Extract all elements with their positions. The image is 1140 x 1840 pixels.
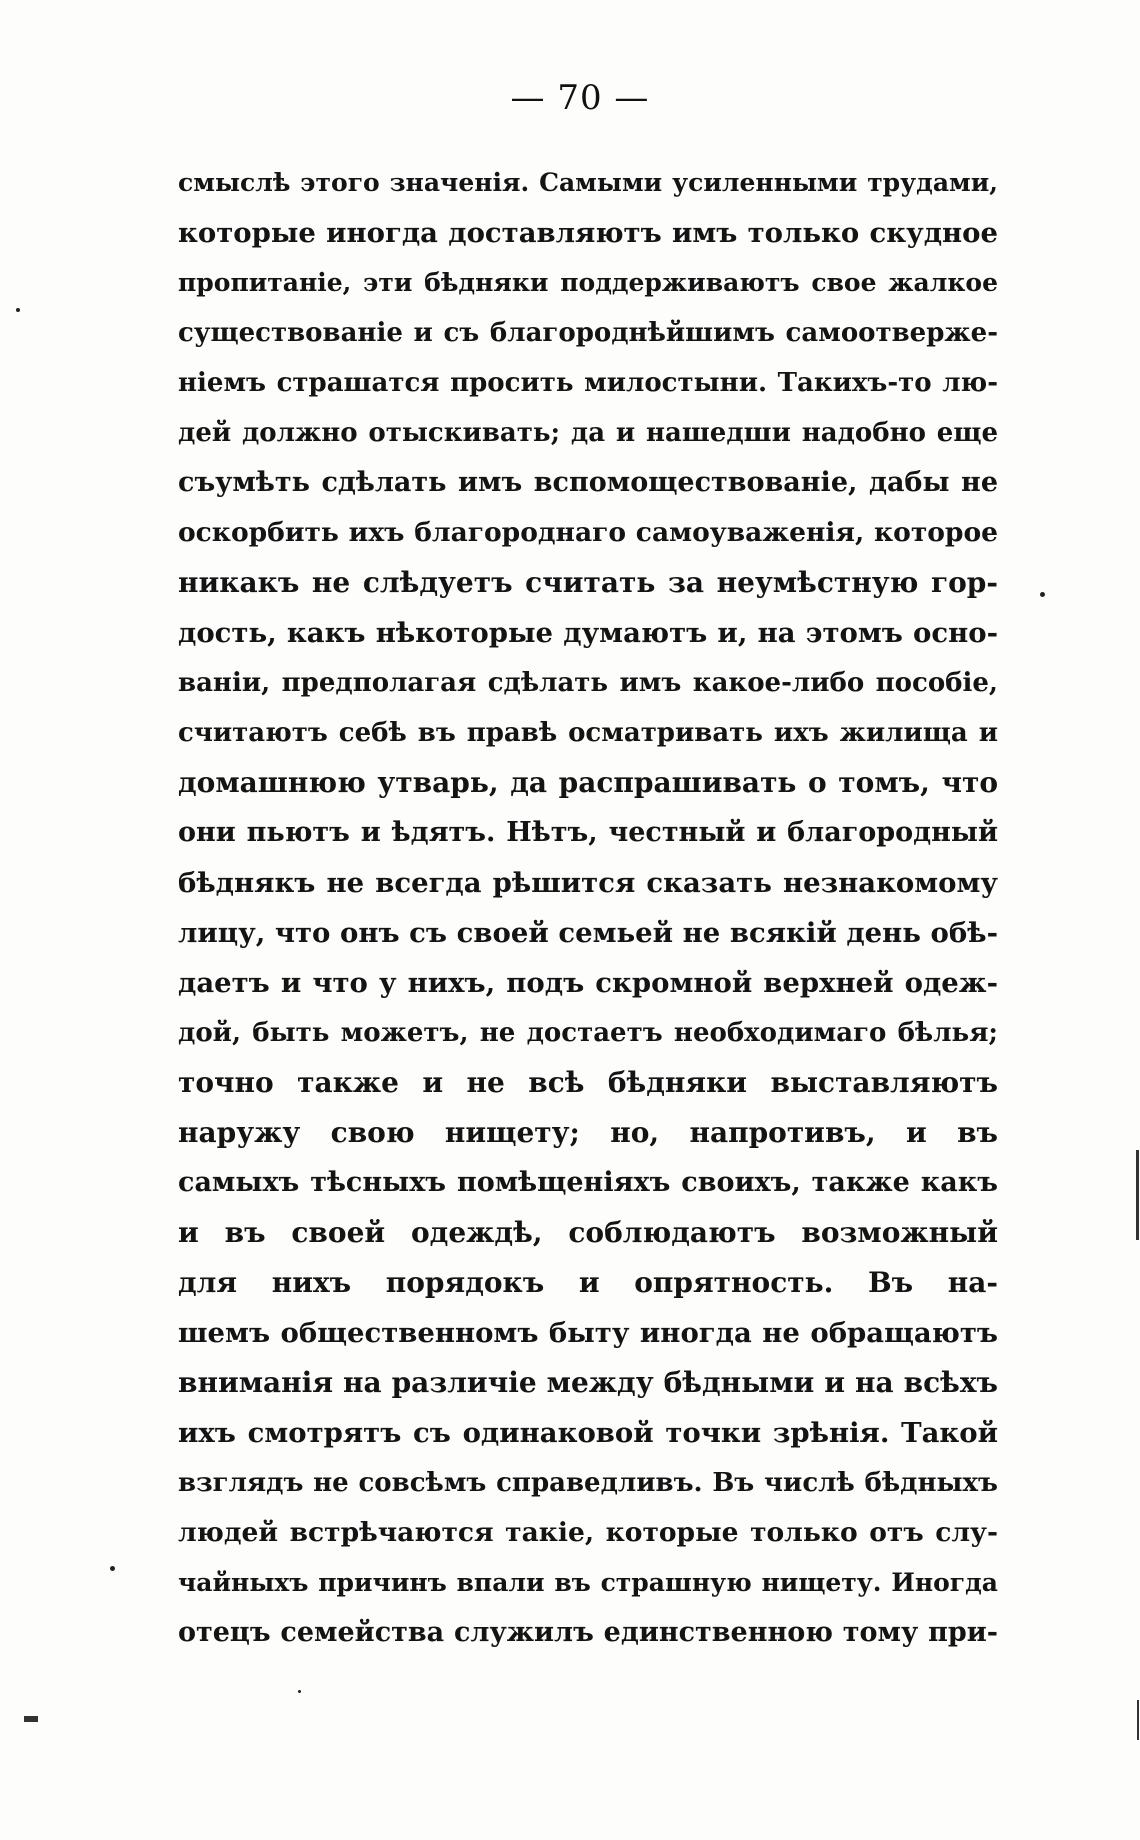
text-line: бѣднякъ не всегда рѣшится сказать незнакомому xyxy=(178,867,998,899)
text-line: смыслѣ этого значенія. Самыми усиленными трудами, xyxy=(178,168,998,197)
text-line: дой, быть можетъ, не достаетъ необходимаго бѣлья; xyxy=(178,1018,998,1048)
text-line: взглядъ не совсѣмъ справедливъ. Въ числѣ бѣдныхъ xyxy=(178,1468,998,1498)
text-line: домашнюю утварь, да распрашивать о томъ, что xyxy=(178,766,998,799)
text-line: дость, какъ нѣкоторые думаютъ и, на этомъ осно- xyxy=(178,617,998,649)
text-line: пропитаніе, эти бѣдняки поддерживаютъ свое жалкое xyxy=(178,268,998,297)
text-line: существованіе и съ благороднѣйшимъ самоотверже- xyxy=(178,318,998,348)
text-line: ніемъ страшатся просить милостыни. Такихъ-то лю- xyxy=(178,368,998,398)
text-line: наружу свою нищету; но, напротивъ, и въ xyxy=(178,1116,998,1149)
text-line: дей должно отыскивать; да и нашедши надобно еще xyxy=(178,418,998,448)
scan-edge-mark xyxy=(1136,1150,1139,1240)
text-line: для нихъ порядокъ и опрятность. Въ на- xyxy=(178,1266,998,1299)
text-line: считаютъ себѣ въ правѣ осматривать ихъ жилища и xyxy=(178,718,998,748)
text-line: ихъ смотрятъ съ одинаковой точки зрѣнія. Такой xyxy=(178,1417,998,1449)
text-line: шемъ общественномъ быту иногда не обращаютъ xyxy=(178,1317,998,1349)
scan-speck xyxy=(110,1566,115,1571)
scan-speck xyxy=(16,308,20,312)
text-line: точно также и не всѣ бѣдняки выставляютъ xyxy=(178,1066,998,1099)
text-line: оскорбить ихъ благороднаго самоуваженія, которое xyxy=(178,517,998,548)
scan-speck xyxy=(298,1690,301,1693)
text-line: чайныхъ причинъ впали въ страшную нищету. Иногда xyxy=(178,1568,998,1597)
text-line: никакъ не слѣдуетъ считать за неумѣстную гор- xyxy=(178,566,998,599)
text-line: ваніи, предполагая сдѣлать имъ какое-либо пособіе, xyxy=(178,668,998,698)
text-line: они пьютъ и ѣдятъ. Нѣтъ, честный и благородный xyxy=(178,817,998,848)
text-line: которые иногда доставляютъ имъ только скудное xyxy=(178,217,998,249)
text-line: лицу, что онъ съ своей семьей не всякій день обѣ- xyxy=(178,917,998,949)
text-line: отецъ семейства служилъ единственною тому при- xyxy=(178,1617,998,1648)
text-line: и въ своей одеждѣ, соблюдаютъ возможный xyxy=(178,1216,998,1249)
page-number: — 70 — xyxy=(510,78,650,118)
body-text xyxy=(178,158,998,1658)
scan-speck xyxy=(1040,592,1045,597)
text-line: съумѣть сдѣлать имъ вспомоществованіе, дабы не xyxy=(178,467,998,498)
scan-edge-mark xyxy=(1137,1700,1139,1740)
text-line: самыхъ тѣсныхъ помѣщеніяхъ своихъ, также какъ xyxy=(178,1167,998,1198)
scan-edge-mark xyxy=(24,1716,38,1722)
text-line: людей встрѣчаются такіе, которые только отъ слу- xyxy=(178,1517,998,1548)
text-line: вниманія на различіе между бѣдными и на всѣхъ xyxy=(178,1366,998,1399)
text-line: даетъ и что у нихъ, подъ скромной верхней одеж- xyxy=(178,967,998,999)
